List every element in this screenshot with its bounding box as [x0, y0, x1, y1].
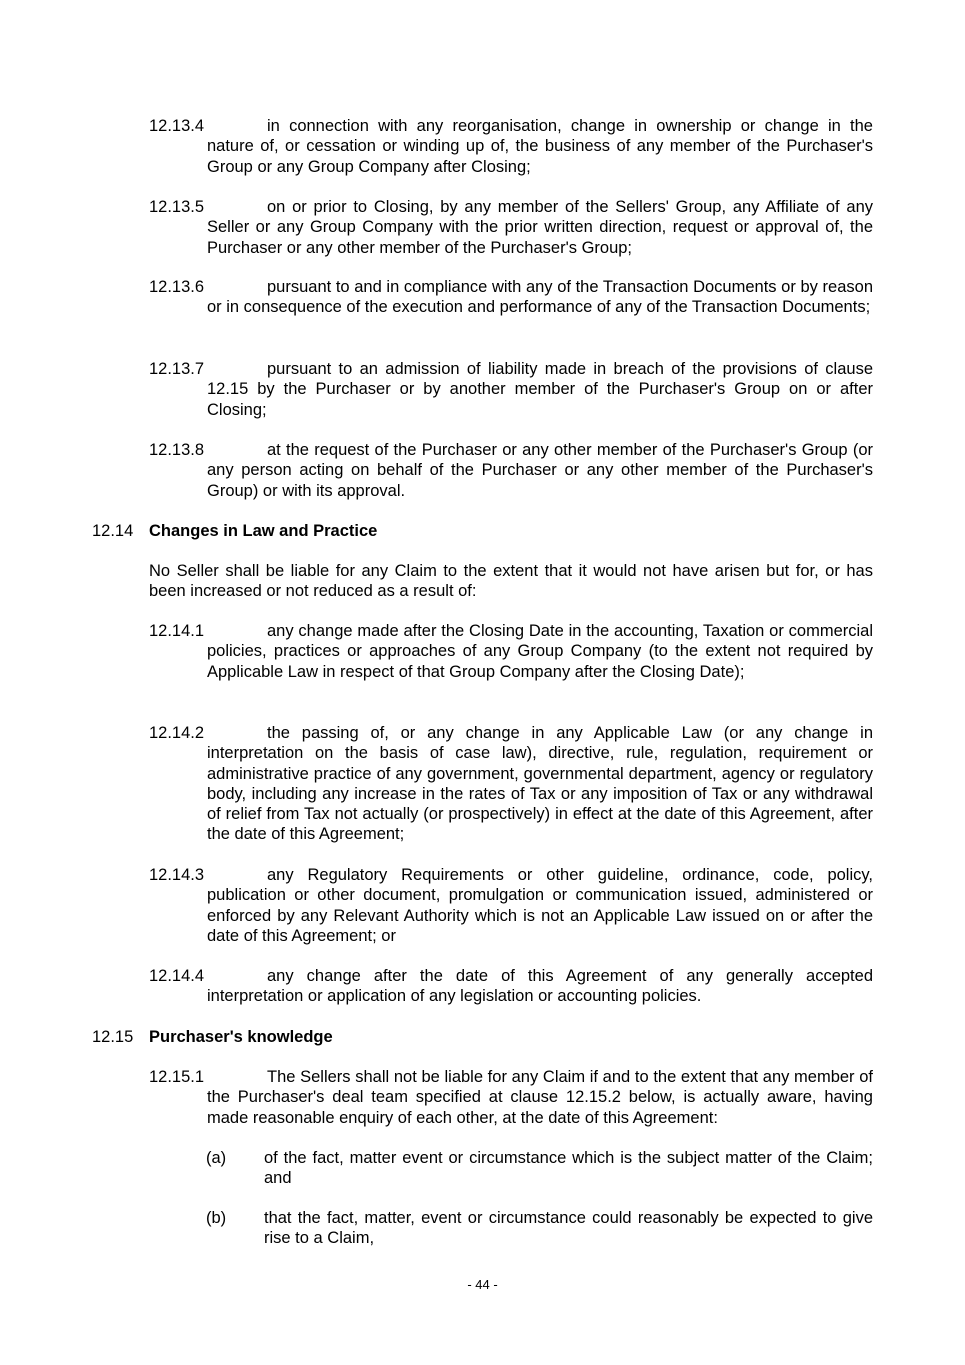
- sub-clause-b: [206, 1208, 873, 1249]
- clause-number: 12.13.8: [149, 441, 205, 459]
- clause-12-15-1: [149, 1067, 873, 1128]
- clause-12-13-8: [149, 440, 873, 501]
- section-intro: No Seller shall be liable for any Claim to the extent that it would not have arisen but for, or has been increased or not reduced as a result of:: [149, 562, 873, 601]
- section-title: Purchaser's knowledge: [149, 1028, 333, 1046]
- clause-number: 12.14.2: [149, 724, 205, 742]
- clause-text: The Sellers shall not be liable for any Claim if and to the extent that any member of the Purchaser's deal team specified at clause 12.15.2 below, is actually aware, having made reasonable enquiry of each other, at the date of this Agreement:: [207, 1068, 873, 1127]
- clause-number: 12.13.6: [149, 278, 205, 296]
- section-heading-12-14: [92, 521, 377, 541]
- clause-text: on or prior to Closing, by any member of the Sellers' Group, any Affiliate of any Seller or any Group Company with the prior written direction, request or approval of, the Purchaser or any other member of the Purchaser's Group;: [207, 198, 873, 257]
- clause-text: pursuant to and in compliance with any of the Transaction Documents or by reason or in consequence of the execution and performance of any of the Transaction Documents;: [207, 278, 873, 317]
- sub-clause-text: that the fact, matter, event or circumstance could reasonably be expected to give rise to a Claim,: [264, 1209, 873, 1248]
- section-heading-12-15: [92, 1027, 333, 1047]
- clause-number: 12.15.1: [149, 1068, 205, 1086]
- clause-number: 12.13.4: [149, 117, 205, 135]
- clause-text: in connection with any reorganisation, change in ownership or change in the nature of, or cessation or winding up of, the business of any member of the Purchaser's Group or any Group Company after Closing;: [207, 117, 873, 176]
- clause-number: 12.14.1: [149, 622, 205, 640]
- section-number: 12.15: [92, 1028, 134, 1046]
- clause-text: any change after the date of this Agreement of any generally accepted interpretation or application of any legislation or accounting policies.: [207, 967, 873, 1006]
- clause-number: 12.14.4: [149, 967, 205, 985]
- clause-number: 12.13.7: [149, 360, 205, 378]
- clause-text: any Regulatory Requirements or other guideline, ordinance, code, policy, publication or other document, promulgation or communication issued, administered or enforced by any Relevant Authority which is not an Applicable Law issued on or after the date of this Agreement; or: [207, 866, 873, 945]
- clause-12-13-6: [149, 277, 873, 318]
- clause-text: the passing of, or any change in any Applicable Law (or any change in interpretation on the basis of case law), directive, rule, regulation, requirement or administrative practice of any government, governmental department, agency or regulatory body, including any increase in the rates of Tax or any imposition of Tax or any withdrawal of relief from Tax not actually (or prospectively) in effect at the date of this Agreement, after the date of this Agreement;: [207, 724, 873, 844]
- section-title: Changes in Law and Practice: [149, 522, 378, 540]
- clause-text: pursuant to an admission of liability made in breach of the provisions of clause 12.15 by the Purchaser or by another member of the Purchaser's Group on or after Closing;: [207, 360, 873, 419]
- page-number: - 44 -: [467, 1277, 498, 1292]
- clause-text: any change made after the Closing Date in the accounting, Taxation or commercial policies, practices or approaches of any Group Company (to the extent not required by Applicable Law in respect of that Group Company after the Closing Date);: [207, 622, 873, 681]
- section-number: 12.14: [92, 522, 134, 540]
- sub-clause-label: (a): [206, 1149, 227, 1167]
- clause-number: 12.14.3: [149, 866, 205, 884]
- clause-12-14-2: [149, 723, 873, 845]
- clause-12-14-1: [149, 621, 873, 682]
- clause-12-13-5: [149, 197, 873, 258]
- clause-12-13-4: [149, 116, 873, 177]
- clause-12-14-3: [149, 865, 873, 946]
- sub-clause-a: [206, 1148, 873, 1189]
- clause-12-14-4: [149, 966, 873, 1007]
- sub-clause-label: (b): [206, 1209, 227, 1227]
- sub-clause-text: of the fact, matter event or circumstance which is the subject matter of the Claim; and: [264, 1149, 873, 1188]
- clause-12-13-7: [149, 359, 873, 420]
- clause-text: at the request of the Purchaser or any other member of the Purchaser's Group (or any person acting on behalf of the Purchaser or any other member of the Purchaser's Group) or with its approval.: [207, 441, 873, 500]
- clause-number: 12.13.5: [149, 198, 205, 216]
